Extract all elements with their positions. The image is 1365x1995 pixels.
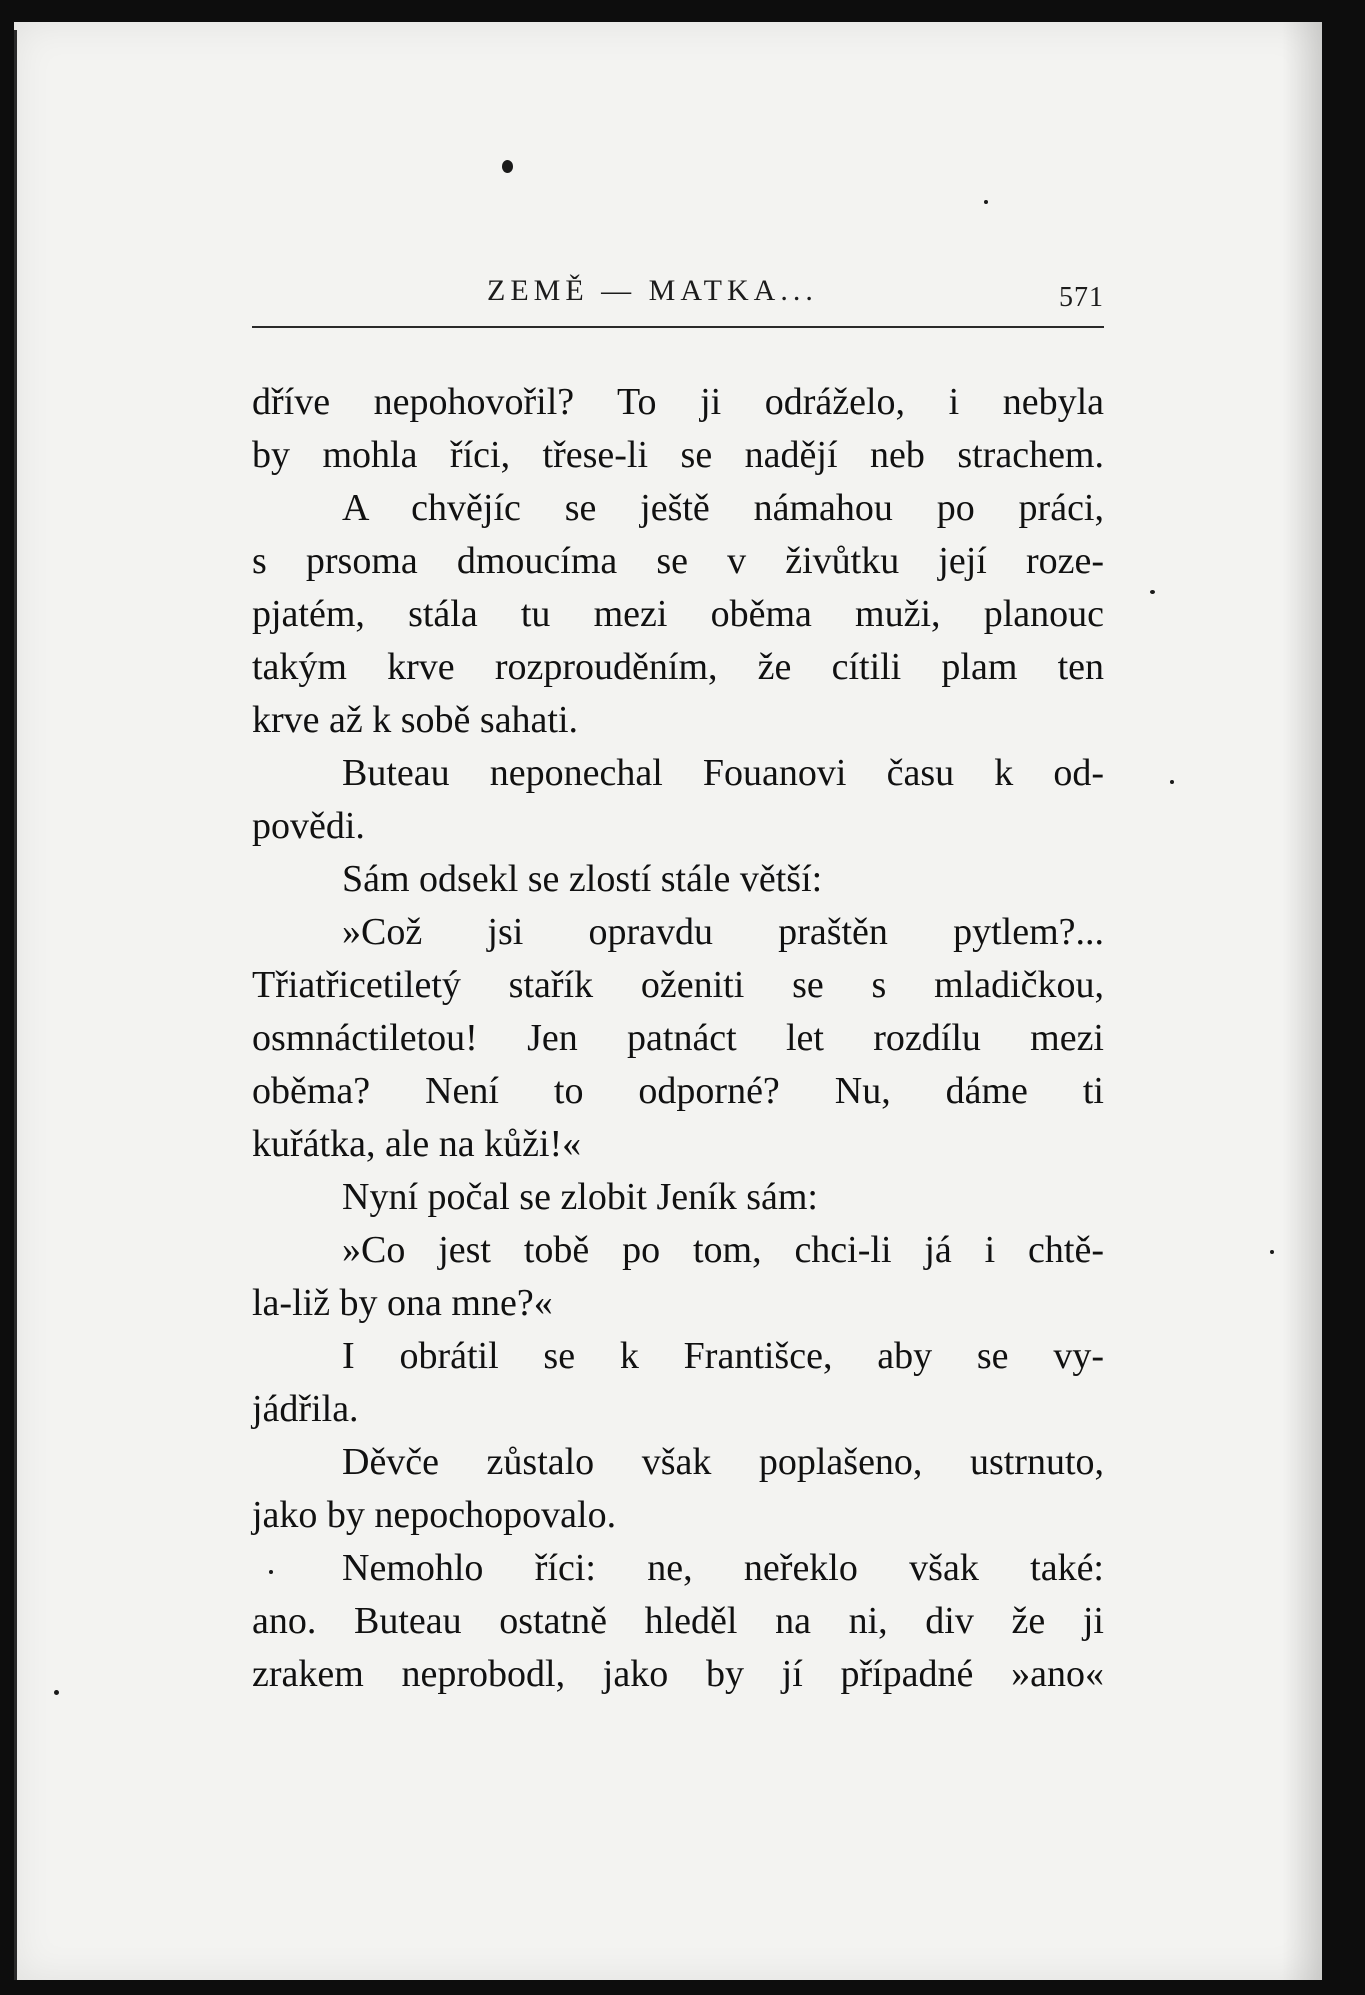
text-line: »Co jest tobě po tom, chci-li já i chtě- — [342, 1229, 1104, 1271]
text-line: oběma? Není to odporné? Nu, dáme ti — [252, 1070, 1104, 1112]
text-line: Třiatřicetiletý stařík oženiti se s mladičkou, — [252, 964, 1104, 1006]
text-line: Nemohlo říci: ne, neřeklo však také: — [342, 1547, 1104, 1589]
text-line: kuřátka, ale na kůži!« — [252, 1123, 582, 1165]
text-line: zrakem neprobodl, jako by jí případné »ano« — [252, 1653, 1104, 1695]
text-line: povědi. — [252, 805, 365, 847]
text-line: jádřila. — [252, 1388, 359, 1430]
text-line: la-liž by ona mne?« — [252, 1282, 553, 1324]
text-line: Nyní počal se zlobit Jeník sám: — [342, 1176, 818, 1218]
text-line: »Což jsi opravdu praštěn pytlem?... — [342, 911, 1104, 953]
text-line: Děvče zůstalo však poplašeno, ustrnuto, — [342, 1441, 1104, 1483]
text-line: Buteau neponechal Fouanovi času k od- — [342, 752, 1104, 794]
ink-speck — [502, 160, 513, 173]
text-line: takým krve rozprouděním, že cítili plam ten — [252, 646, 1104, 688]
text-line: krve až k sobě sahati. — [252, 699, 579, 741]
ink-speck — [1270, 1250, 1274, 1254]
ink-speck — [1170, 780, 1174, 784]
text-line: I obrátil se k Františce, aby se vy- — [342, 1335, 1104, 1377]
ink-speck — [54, 1690, 59, 1695]
header-rule — [252, 326, 1104, 328]
text-line: ano. Buteau ostatně hleděl na ni, div že ji — [252, 1600, 1104, 1642]
page-header — [252, 270, 1104, 330]
ink-speck — [1150, 590, 1155, 594]
text-line: jako by nepochopovalo. — [252, 1494, 617, 1536]
ink-speck — [984, 200, 988, 204]
left-edge-line — [14, 30, 17, 1980]
text-line: s prsoma dmoucíma se v živůtku její roze- — [252, 540, 1104, 582]
text-line: dříve nepohovořil? To ji odráželo, i nebyla — [252, 381, 1104, 423]
text-line: by mohla říci, třese-li se nadějí neb strachem. — [252, 434, 1104, 476]
page-number: 571 — [1059, 282, 1104, 313]
text-line: Sám odsekl se zlostí stále větší: — [342, 858, 823, 900]
body-text — [252, 376, 1104, 1701]
text-line: osmnáctiletou! Jen patnáct let rozdílu mezi — [252, 1017, 1104, 1059]
running-title: ZEMĚ — MATKA... — [487, 274, 818, 307]
page-spine-shadow — [0, 0, 14, 1995]
text-line: pjatém, stála tu mezi oběma muži, planouc — [252, 593, 1104, 635]
text-line: A chvějíc se ještě námahou po práci, — [342, 487, 1104, 529]
